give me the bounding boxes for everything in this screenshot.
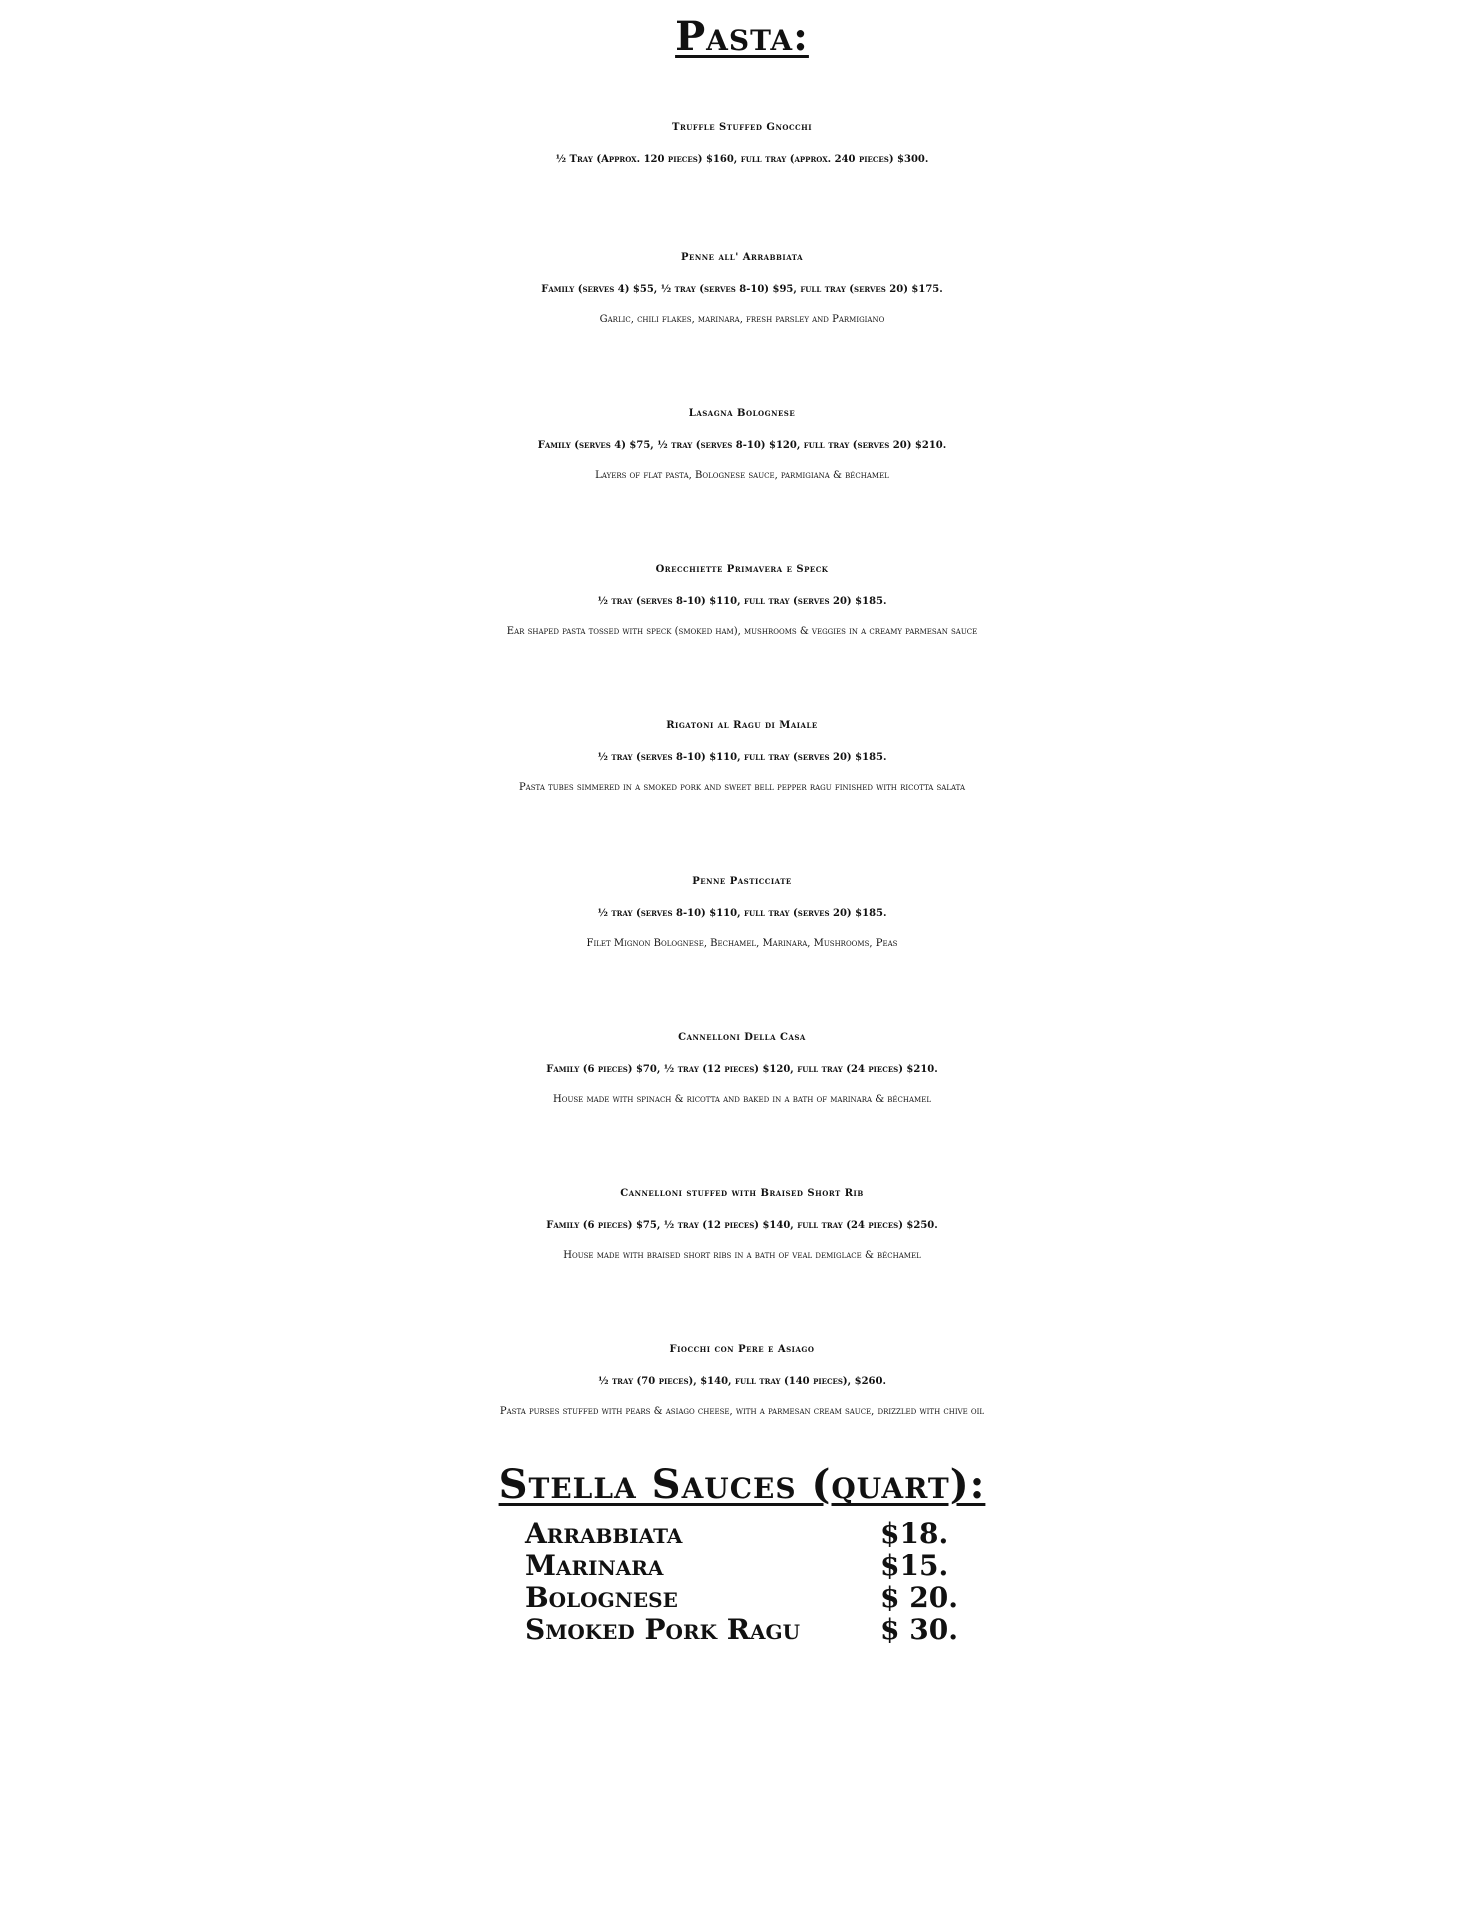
sauce-row (525, 1614, 985, 1646)
menu-item (0, 1022, 1484, 1113)
sauce-list (525, 1518, 985, 1646)
sauce-row (525, 1582, 985, 1614)
sauce-name: Bolognese (525, 1581, 678, 1614)
sauce-price: $15. (880, 1549, 949, 1582)
item-name: Cannelloni stuffed with Braised Short Rib (620, 1188, 864, 1199)
sauces-heading: Stella Sauces (quart): (498, 1461, 986, 1508)
menu-item (0, 710, 1484, 801)
item-description: House made with spinach & ricotta and baked in a bath of marinara & béchamel (553, 1094, 931, 1105)
pasta-heading: Pasta: (675, 13, 809, 60)
menu-item (0, 866, 1484, 957)
item-name: Fiocchi con Pere e Asiago (669, 1344, 815, 1355)
menu-item (0, 554, 1484, 645)
sauce-row (525, 1518, 985, 1550)
item-prices: ½ tray (70 pieces), $140, full tray (140 pieces), $260. (598, 1376, 886, 1387)
item-prices: ½ Tray (Approx. 120 pieces) $160, full tray (approx. 240 pieces) $300. (555, 154, 929, 165)
sauce-price: $ 30. (880, 1613, 958, 1646)
menu-item (0, 112, 1484, 176)
item-name: Orecchiette Primavera e Speck (655, 564, 829, 575)
item-description: Filet Mignon Bolognese, Bechamel, Marinara, Mushrooms, Peas (586, 938, 898, 949)
sauce-row (525, 1550, 985, 1582)
item-prices: ½ tray (serves 8-10) $110, full tray (serves 20) $185. (597, 752, 887, 763)
menu-item (0, 1334, 1484, 1425)
item-prices: ½ tray (serves 8-10) $110, full tray (serves 20) $185. (597, 596, 887, 607)
item-prices: Family (6 pieces) $75, ½ tray (12 pieces) $140, full tray (24 pieces) $250. (546, 1220, 938, 1231)
item-description: Layers of flat pasta, Bolognese sauce, parmigiana & béchamel (595, 470, 889, 481)
sauce-price: $18. (880, 1517, 949, 1550)
item-prices: ½ tray (serves 8-10) $110, full tray (serves 20) $185. (597, 908, 887, 919)
item-name: Truffle Stuffed Gnocchi (672, 122, 812, 133)
item-description: Garlic, chili flakes, marinara, fresh parsley and Parmigiano (599, 314, 885, 325)
sauce-name: Arrabbiata (525, 1517, 683, 1550)
menu-item (0, 398, 1484, 489)
item-name: Lasagna Bolognese (688, 408, 796, 419)
item-description: Pasta purses stuffed with pears & asiago cheese, with a parmesan cream sauce, drizzled with chive oil (499, 1406, 985, 1417)
menu-item (0, 1178, 1484, 1269)
sauce-price: $ 20. (880, 1581, 958, 1614)
item-name: Penne all' Arrabbiata (680, 252, 804, 263)
item-prices: Family (6 pieces) $70, ½ tray (12 pieces) $120, full tray (24 pieces) $210. (546, 1064, 938, 1075)
menu-item (0, 242, 1484, 333)
item-prices: Family (serves 4) $75, ½ tray (serves 8-10) $120, full tray (serves 20) $210. (537, 440, 947, 451)
item-description: House made with braised short ribs in a bath of veal demiglace & béchamel (563, 1250, 921, 1261)
item-prices: Family (serves 4) $55, ½ tray (serves 8-10) $95, full tray (serves 20) $175. (541, 284, 943, 295)
item-name: Penne Pasticciate (692, 876, 792, 887)
item-description: Ear shaped pasta tossed with speck (smoked ham), mushrooms & veggies in a creamy parmesan sauce (506, 626, 978, 637)
item-name: Rigatoni al Ragu di Maiale (666, 720, 818, 731)
item-name: Cannelloni Della Casa (678, 1032, 806, 1043)
sauce-name: Marinara (525, 1549, 664, 1582)
sauce-name: Smoked Pork Ragu (525, 1613, 801, 1646)
item-description: Pasta tubes simmered in a smoked pork and sweet bell pepper ragu finished with ricotta salata (518, 782, 966, 793)
